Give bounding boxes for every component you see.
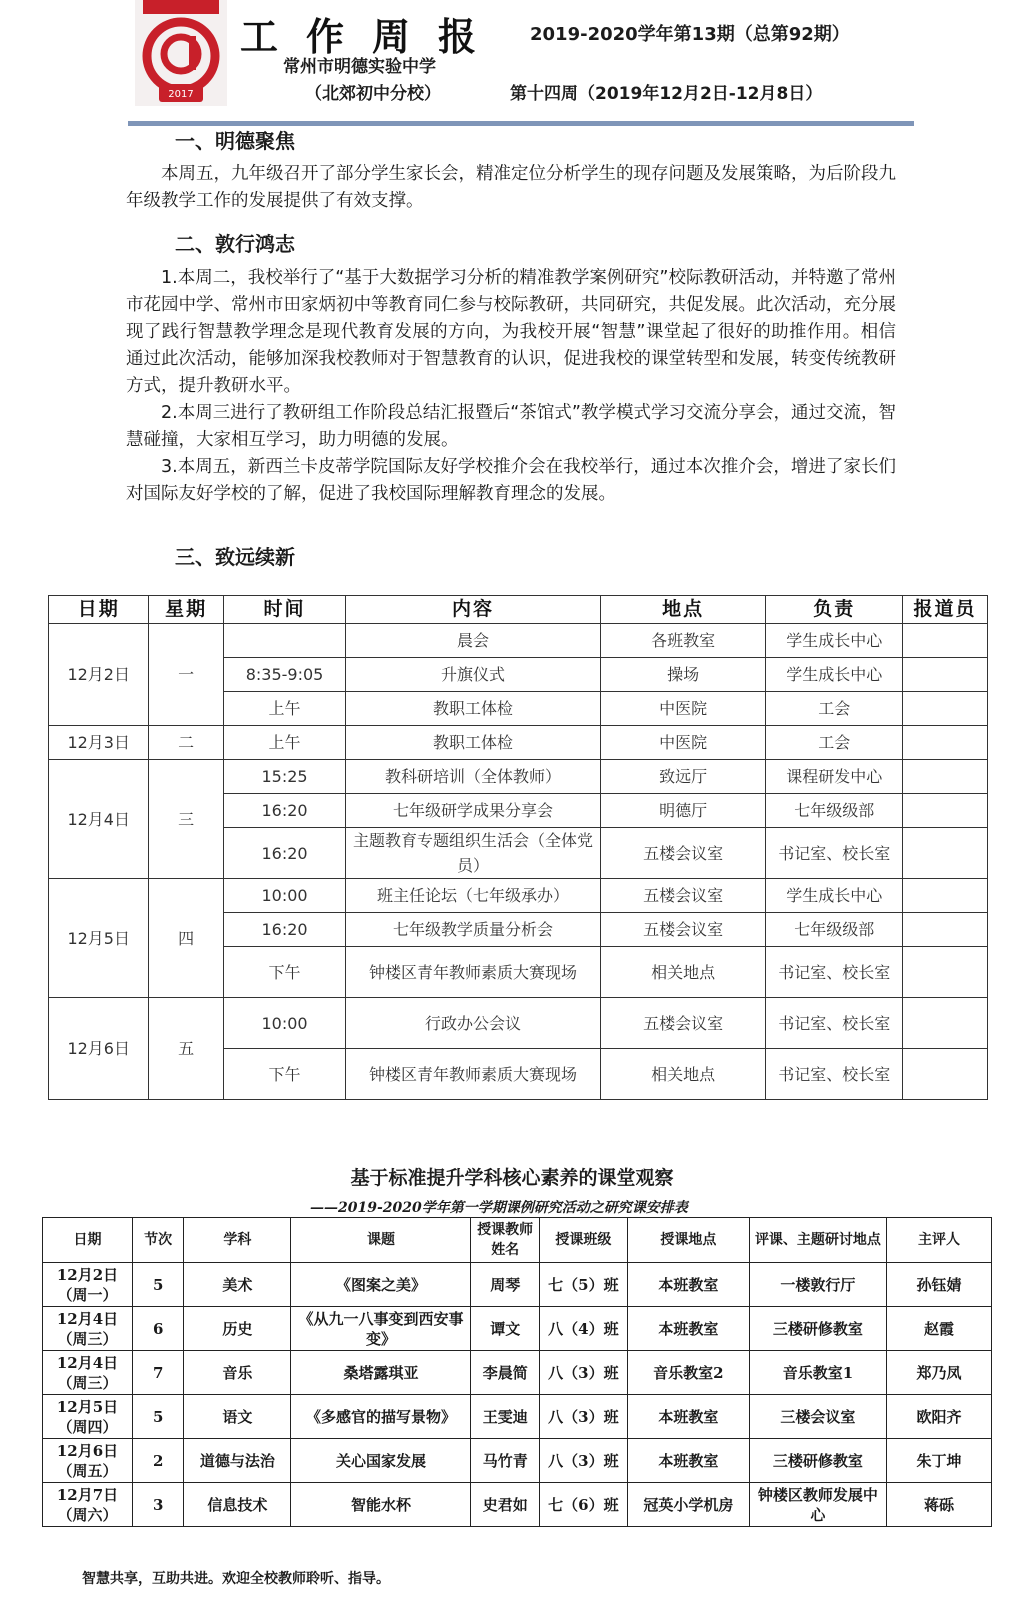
observation-table (42, 1217, 992, 1527)
weekday-cell: 四 (149, 879, 224, 998)
teacher-cell: 马竹青 (471, 1439, 540, 1483)
class-cell: 八（3）班 (539, 1439, 627, 1483)
owner-cell: 书记室、校长室 (766, 998, 903, 1049)
date-cell: 12月6日 （周五） (43, 1439, 133, 1483)
owner-cell: 七年级级部 (766, 794, 903, 828)
review-cell: 三楼研修教室 (749, 1439, 886, 1483)
time-cell: 15:25 (223, 760, 345, 794)
reporter-cell (903, 760, 988, 794)
section-body (126, 161, 896, 215)
reporter-cell (903, 1049, 988, 1100)
reporter-cell (903, 658, 988, 692)
place-cell: 操场 (600, 658, 766, 692)
table-header-row (43, 1218, 992, 1263)
subject-cell: 语文 (184, 1395, 291, 1439)
content-cell: 教科研培训（全体教师） (346, 760, 601, 794)
time-cell: 16:20 (223, 828, 345, 879)
owner-cell: 书记室、校长室 (766, 828, 903, 879)
place-cell: 五楼会议室 (600, 998, 766, 1049)
observation-title: 基于标准提升学科核心素养的课堂观察 (350, 1167, 674, 1189)
section-heading: 二、敦行鸿志 (175, 232, 295, 256)
review-cell: 音乐教室1 (749, 1351, 886, 1395)
col-header: 报道员 (903, 596, 988, 624)
school-name: 常州市明德实验中学 (283, 57, 436, 77)
place-cell: 相关地点 (600, 947, 766, 998)
date-cell: 12月5日 （周四） (43, 1395, 133, 1439)
review-cell: 三楼会议室 (749, 1395, 886, 1439)
lead-cell: 郑乃凤 (886, 1351, 991, 1395)
period-cell: 5 (132, 1395, 183, 1439)
col-header: 日期 (49, 596, 149, 624)
table-row (43, 1483, 992, 1527)
weekly-schedule-table (48, 595, 988, 1100)
footer-note: 智慧共享，互助共进。欢迎全校教师聆听、指导。 (82, 1571, 390, 1587)
review-cell: 三楼研修教室 (749, 1307, 886, 1351)
place-cell: 致远厅 (600, 760, 766, 794)
owner-cell: 工会 (766, 692, 903, 726)
time-cell (223, 624, 345, 658)
topic-cell: 桑塔露琪亚 (291, 1351, 471, 1395)
content-cell: 教职工体检 (346, 726, 601, 760)
time-cell: 16:20 (223, 913, 345, 947)
col-header: 学科 (184, 1218, 291, 1263)
date-cell: 12月7日 （周六） (43, 1483, 133, 1527)
subject-cell: 美术 (184, 1263, 291, 1307)
col-header: 内容 (346, 596, 601, 624)
owner-cell: 书记室、校长室 (766, 1049, 903, 1100)
col-header: 主评人 (886, 1218, 991, 1263)
content-cell: 七年级研学成果分享会 (346, 794, 601, 828)
topic-cell: 《图案之美》 (291, 1263, 471, 1307)
topic-cell: 关心国家发展 (291, 1439, 471, 1483)
logo-emblem-icon (135, 0, 227, 106)
date-cell: 12月6日 (49, 998, 149, 1100)
lead-cell: 蒋砾 (886, 1483, 991, 1527)
col-header: 授课地点 (627, 1218, 749, 1263)
owner-cell: 七年级级部 (766, 913, 903, 947)
class-cell: 七（5）班 (539, 1263, 627, 1307)
lead-cell: 朱丁坤 (886, 1439, 991, 1483)
date-cell: 12月4日 （周三） (43, 1351, 133, 1395)
section-heading: 三、致远续新 (175, 545, 295, 569)
teacher-cell: 史君如 (471, 1483, 540, 1527)
topic-cell: 《从九一八事变到西安事变》 (291, 1307, 471, 1351)
content-cell: 行政办公会议 (346, 998, 601, 1049)
place-cell: 五楼会议室 (600, 879, 766, 913)
reporter-cell (903, 913, 988, 947)
col-header: 地点 (600, 596, 766, 624)
table-row (43, 1395, 992, 1439)
section-body (126, 265, 896, 508)
report-title: 工作周报 (240, 15, 505, 59)
place-cell: 冠英小学机房 (627, 1483, 749, 1527)
place-cell: 各班教室 (600, 624, 766, 658)
content-cell: 教职工体检 (346, 692, 601, 726)
owner-cell: 学生成长中心 (766, 624, 903, 658)
place-cell: 本班教室 (627, 1263, 749, 1307)
teacher-cell: 周琴 (471, 1263, 540, 1307)
table-row (43, 1351, 992, 1395)
weekday-cell: 一 (149, 624, 224, 726)
class-cell: 八（4）班 (539, 1307, 627, 1351)
owner-cell: 工会 (766, 726, 903, 760)
col-header: 负责 (766, 596, 903, 624)
paragraph: 3.本周五，新西兰卡皮蒂学院国际友好学校推介会在我校举行，通过本次推介会，增进了家长们对国际友好学校的了解，促进了我校国际理解教育理念的发展。 (126, 457, 896, 504)
place-cell: 五楼会议室 (600, 913, 766, 947)
reporter-cell (903, 879, 988, 913)
col-header: 评课、主题研讨地点 (749, 1218, 886, 1263)
period-cell: 7 (132, 1351, 183, 1395)
owner-cell: 学生成长中心 (766, 658, 903, 692)
paragraph: 2.本周三进行了教研组工作阶段总结汇报暨后“茶馆式”教学模式学习交流分享会，通过交流，智慧碰撞，大家相互学习，助力明德的发展。 (126, 403, 896, 450)
table-row (49, 760, 988, 794)
content-cell: 升旗仪式 (346, 658, 601, 692)
time-cell: 10:00 (223, 879, 345, 913)
reporter-cell (903, 624, 988, 658)
owner-cell: 书记室、校长室 (766, 947, 903, 998)
place-cell: 相关地点 (600, 1049, 766, 1100)
period-cell: 6 (132, 1307, 183, 1351)
period-cell: 2 (132, 1439, 183, 1483)
table-row (49, 624, 988, 658)
col-header: 课题 (291, 1218, 471, 1263)
time-cell: 下午 (223, 947, 345, 998)
place-cell: 本班教室 (627, 1395, 749, 1439)
svg-text:2017: 2017 (168, 89, 194, 100)
lead-cell: 孙钰婧 (886, 1263, 991, 1307)
lead-cell: 欧阳齐 (886, 1395, 991, 1439)
school-logo (135, 0, 227, 106)
col-header: 日期 (43, 1218, 133, 1263)
content-cell: 晨会 (346, 624, 601, 658)
lead-cell: 赵霞 (886, 1307, 991, 1351)
teacher-cell: 李晨简 (471, 1351, 540, 1395)
reporter-cell (903, 947, 988, 998)
place-cell: 本班教室 (627, 1307, 749, 1351)
table-header-row (49, 596, 988, 624)
date-cell: 12月5日 (49, 879, 149, 998)
review-cell: 钟楼区教师发展中心 (749, 1483, 886, 1527)
period-cell: 5 (132, 1263, 183, 1307)
reporter-cell (903, 828, 988, 879)
table-row (49, 998, 988, 1049)
subject-cell: 信息技术 (184, 1483, 291, 1527)
date-cell: 12月3日 (49, 726, 149, 760)
time-cell: 上午 (223, 692, 345, 726)
table-row (43, 1439, 992, 1483)
time-cell: 下午 (223, 1049, 345, 1100)
place-cell: 五楼会议室 (600, 828, 766, 879)
table-row (43, 1263, 992, 1307)
paragraph: 本周五，九年级召开了部分学生家长会，精准定位分析学生的现存问题及发展策略，为后阶段九年级教学工作的发展提供了有效支撑。 (126, 164, 896, 211)
class-cell: 八（3）班 (539, 1395, 627, 1439)
table-row (43, 1307, 992, 1351)
review-cell: 一楼敦行厅 (749, 1263, 886, 1307)
content-cell: 钟楼区青年教师素质大赛现场 (346, 1049, 601, 1100)
observation-subtitle: ——2019-2020学年第一学期课例研究活动之研究课安排表 (310, 1200, 688, 1216)
date-cell: 12月2日 (49, 624, 149, 726)
place-cell: 中医院 (600, 726, 766, 760)
period-cell: 3 (132, 1483, 183, 1527)
table-row (49, 726, 988, 760)
reporter-cell (903, 794, 988, 828)
time-cell: 8:35-9:05 (223, 658, 345, 692)
content-cell: 班主任论坛（七年级承办） (346, 879, 601, 913)
date-cell: 12月4日 （周三） (43, 1307, 133, 1351)
time-cell: 10:00 (223, 998, 345, 1049)
owner-cell: 课程研发中心 (766, 760, 903, 794)
topic-cell: 智能水杯 (291, 1483, 471, 1527)
school-branch: （北郊初中分校） (305, 84, 441, 104)
time-cell: 16:20 (223, 794, 345, 828)
place-cell: 明德厅 (600, 794, 766, 828)
content-cell: 钟楼区青年教师素质大赛现场 (346, 947, 601, 998)
class-cell: 七（6）班 (539, 1483, 627, 1527)
table-row (49, 879, 988, 913)
reporter-cell (903, 998, 988, 1049)
col-header: 授课班级 (539, 1218, 627, 1263)
topic-cell: 《多感官的描写景物》 (291, 1395, 471, 1439)
weekday-cell: 二 (149, 726, 224, 760)
content-cell: 七年级教学质量分析会 (346, 913, 601, 947)
owner-cell: 学生成长中心 (766, 879, 903, 913)
teacher-cell: 谭文 (471, 1307, 540, 1351)
content-cell: 主题教育专题组织生活会（全体党员） (346, 828, 601, 879)
class-cell: 八（3）班 (539, 1351, 627, 1395)
col-header: 星期 (149, 596, 224, 624)
reporter-cell (903, 726, 988, 760)
time-cell: 上午 (223, 726, 345, 760)
place-cell: 音乐教室2 (627, 1351, 749, 1395)
col-header: 时间 (223, 596, 345, 624)
teacher-cell: 王雯迪 (471, 1395, 540, 1439)
subject-cell: 道德与法治 (184, 1439, 291, 1483)
date-cell: 12月4日 (49, 760, 149, 879)
weekday-cell: 三 (149, 760, 224, 879)
date-cell: 12月2日 （周一） (43, 1263, 133, 1307)
reporter-cell (903, 692, 988, 726)
issue-number: 2019-2020学年第13期（总第92期） (530, 24, 850, 45)
place-cell: 中医院 (600, 692, 766, 726)
place-cell: 本班教室 (627, 1439, 749, 1483)
paragraph: 1.本周二，我校举行了“基于大数据学习分析的精准教学案例研究”校际教研活动，并特邀了常州市花园中学、常州市田家炳初中等教育同仁参与校际教研，共同研究，共促发展。此次活动，充分展现了践行智慧教学理念是现代教育发展的方向，为我校开展“智慧”课堂起了很好的助推作用。相信通过此次活动，能够加深我校教师对于智慧教育的认识，促进我校的课堂转型和发展，转变传统教研方式，提升教研水平。 (126, 268, 896, 396)
weekday-cell: 五 (149, 998, 224, 1100)
subject-cell: 音乐 (184, 1351, 291, 1395)
col-header: 授课教师姓名 (471, 1218, 540, 1263)
subject-cell: 历史 (184, 1307, 291, 1351)
section-heading: 一、明德聚焦 (175, 129, 295, 153)
col-header: 节次 (132, 1218, 183, 1263)
week-range: 第十四周（2019年12月2日-12月8日） (510, 84, 823, 104)
